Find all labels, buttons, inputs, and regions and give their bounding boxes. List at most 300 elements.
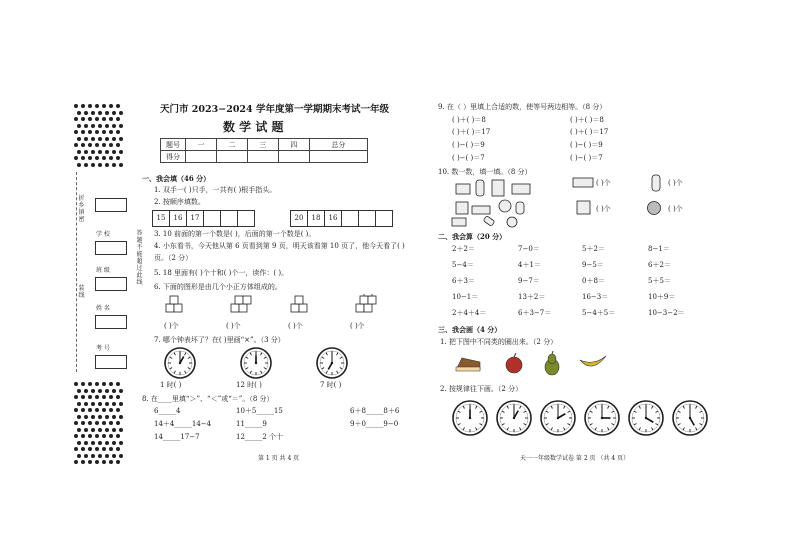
calc-item[interactable]: 5−4＋5＝ bbox=[582, 309, 616, 317]
q9-item[interactable]: ( )＋( )＝8 bbox=[570, 116, 604, 124]
decorative-dot bbox=[84, 402, 88, 406]
decorative-dot bbox=[91, 454, 95, 458]
cube-stack-icon bbox=[231, 296, 251, 312]
decorative-dot bbox=[109, 408, 113, 412]
decorative-dot bbox=[88, 434, 92, 438]
score-table-cell: 三 bbox=[247, 139, 278, 151]
decorative-dot bbox=[98, 454, 102, 458]
sphere-icon bbox=[648, 202, 661, 215]
decorative-dot bbox=[119, 402, 123, 406]
decorative-dot bbox=[77, 415, 81, 419]
decorative-dot bbox=[95, 382, 99, 386]
section1-heading: 一、我会填（46 分） bbox=[142, 174, 211, 183]
q6-blank[interactable]: ( )个 bbox=[350, 322, 365, 330]
cube-stack-icon bbox=[356, 294, 376, 312]
decorative-dot bbox=[105, 163, 109, 167]
decorative-dot bbox=[105, 402, 109, 406]
sidebar-town-box[interactable] bbox=[95, 198, 127, 212]
score-table-cell: 一 bbox=[186, 139, 217, 151]
decorative-dot bbox=[112, 454, 116, 458]
q9-item[interactable]: ( )＋( )＝17 bbox=[570, 128, 609, 136]
decorative-dot bbox=[109, 460, 113, 464]
box-icon bbox=[456, 184, 470, 194]
decorative-dot bbox=[109, 130, 113, 134]
q1-text: 1. 双手一( )只手，一共有( )根手指头。 bbox=[154, 186, 277, 194]
decorative-dot bbox=[105, 428, 109, 432]
clock-icon[interactable] bbox=[672, 400, 708, 440]
decorative-dot bbox=[91, 441, 95, 445]
box-icon bbox=[512, 184, 530, 194]
decorative-dot bbox=[81, 408, 85, 412]
q8-item[interactable]: 14＋4_____14−4 bbox=[154, 420, 212, 428]
box-icon bbox=[573, 178, 593, 187]
decorative-dot bbox=[102, 130, 106, 134]
decorative-dot bbox=[95, 104, 99, 108]
decorative-dot bbox=[91, 428, 95, 432]
decorative-dot bbox=[116, 460, 120, 464]
q2-text: 2. 按顺序填数。 bbox=[154, 198, 205, 206]
q4-text-line1: 4. 小东看书，今天他从第 6 页看到第 9 页，明天该看第 10 页了，他今天看了( ) bbox=[154, 242, 405, 250]
decorative-dot bbox=[116, 434, 120, 438]
decorative-dot bbox=[95, 408, 99, 412]
footer-right: 天一一年级数学试卷 第 2 页 （共 4 页） bbox=[520, 455, 630, 462]
decorative-dot bbox=[74, 408, 78, 412]
q5-text: 5. 18 里面有( )个十和( )个一，读作：( )。 bbox=[154, 269, 289, 277]
odd-one-out-images bbox=[452, 350, 612, 378]
score-table-cell: 总分 bbox=[309, 139, 367, 151]
decorative-dot bbox=[116, 395, 120, 399]
decorative-dot bbox=[91, 415, 95, 419]
q4-text-line2: 页。（2 分） bbox=[154, 254, 193, 262]
decorative-dot bbox=[84, 124, 88, 128]
decorative-dot bbox=[77, 441, 81, 445]
sidebar-class-label: 班 级 bbox=[96, 267, 110, 274]
cube-figures bbox=[156, 294, 386, 320]
decorative-dot bbox=[105, 137, 109, 141]
decorative-dot bbox=[77, 389, 81, 393]
clock-icon bbox=[496, 400, 532, 440]
cube-stack-icon bbox=[291, 296, 307, 312]
decorative-dot bbox=[91, 150, 95, 154]
score-table bbox=[160, 138, 368, 163]
q3-text: 3. 10 前面的第一个数是( )，后面的第一个数是( )。 bbox=[154, 230, 316, 238]
q8-item[interactable]: 14_____17−7 bbox=[154, 433, 200, 441]
shape-key-box bbox=[572, 176, 596, 190]
score-table-cell: 得分 bbox=[161, 151, 186, 163]
decorative-dot bbox=[88, 395, 92, 399]
sequence-cell: 18 bbox=[308, 211, 325, 226]
q8-item[interactable]: 10＋5_____15 bbox=[236, 407, 283, 415]
calc-item[interactable]: 6＋3＝ bbox=[452, 277, 475, 285]
q6-blank[interactable]: ( )个 bbox=[164, 322, 179, 330]
calc-item[interactable]: 5＋5＝ bbox=[648, 277, 671, 285]
sequence-cell: 15 bbox=[153, 211, 170, 226]
clock-icon bbox=[628, 400, 664, 440]
d1-text: 1. 把下图中不同类的圈出来。（2 分） bbox=[440, 338, 558, 346]
cube-stack-icon bbox=[166, 296, 182, 312]
q8-item[interactable]: 11_____9 bbox=[236, 420, 267, 428]
decorative-dot bbox=[81, 156, 85, 160]
decorative-dot bbox=[95, 421, 99, 425]
decorative-dot bbox=[88, 382, 92, 386]
decorative-dot bbox=[112, 415, 116, 419]
decorative-dot bbox=[81, 143, 85, 147]
decorative-dot bbox=[91, 124, 95, 128]
calc-item[interactable]: 2＋2＝ bbox=[452, 245, 475, 253]
sidebar-examno-box[interactable] bbox=[95, 355, 127, 369]
decorative-dot bbox=[77, 150, 81, 154]
decorative-dot bbox=[119, 137, 123, 141]
sidebar-name-box[interactable] bbox=[95, 315, 127, 329]
q9-item[interactable]: ( )−( )＝7 bbox=[570, 154, 603, 162]
calc-item[interactable]: 10＋9＝ bbox=[648, 293, 676, 301]
q6-blank[interactable]: ( )个 bbox=[288, 322, 303, 330]
q9-item[interactable]: ( )−( )＝7 bbox=[452, 154, 485, 162]
sidebar-fold-top: 折 乡 镇 密 bbox=[78, 195, 85, 223]
sequence-cell: 16 bbox=[170, 211, 187, 226]
score-table-cell: 四 bbox=[278, 139, 309, 151]
decorative-dot bbox=[105, 124, 109, 128]
shape-key-sphere bbox=[646, 200, 662, 216]
decorative-dot bbox=[81, 117, 85, 121]
decorative-dot bbox=[109, 143, 113, 147]
decorative-dot bbox=[102, 156, 106, 160]
sidebar-school-label: 学 校 bbox=[96, 231, 110, 238]
clock-icon bbox=[452, 400, 488, 440]
sidebar-class-box[interactable] bbox=[95, 277, 127, 291]
score-input-cell[interactable] bbox=[278, 151, 309, 163]
decorative-dot bbox=[74, 104, 78, 108]
q6-text: 6. 下面的图形是由几个小正方体组成的。 bbox=[154, 283, 282, 291]
score-input-cell[interactable] bbox=[247, 151, 278, 163]
decorative-dot bbox=[74, 395, 78, 399]
decorative-dot bbox=[88, 156, 92, 160]
decorative-dot bbox=[95, 434, 99, 438]
q7-text: 7. 哪个钟表坏了？在( )里画“×”。（3 分） bbox=[154, 336, 285, 344]
exam-title: 天门市 2023−2024 学年度第一学期期末考试一年级 bbox=[160, 104, 389, 115]
decorative-dot bbox=[74, 434, 78, 438]
q10-blank[interactable]: ( )个 bbox=[596, 205, 611, 213]
decorative-dot bbox=[88, 447, 92, 451]
decorative-dot bbox=[105, 454, 109, 458]
calc-item[interactable]: 5−4＝ bbox=[452, 261, 474, 269]
cube-icon bbox=[456, 202, 468, 214]
decorative-dot bbox=[116, 117, 120, 121]
decorative-dot bbox=[105, 441, 109, 445]
decorative-dot bbox=[109, 447, 113, 451]
cube-icon bbox=[577, 201, 590, 214]
sequence-cell: 17 bbox=[187, 211, 204, 226]
q6-blank[interactable]: ( )个 bbox=[226, 322, 241, 330]
calc-item[interactable]: 9−7＝ bbox=[518, 277, 540, 285]
shape-key-cylinder bbox=[650, 174, 662, 192]
decorative-dot bbox=[102, 434, 106, 438]
decorative-dot bbox=[88, 104, 92, 108]
decorative-dot bbox=[112, 137, 116, 141]
sequence-blank[interactable] bbox=[204, 211, 221, 226]
decorative-dot bbox=[119, 124, 123, 128]
decorative-dot bbox=[98, 150, 102, 154]
section3-heading: 三、我会画（4 分） bbox=[438, 325, 502, 334]
sequence-cell: 16 bbox=[325, 211, 342, 226]
decorative-dot bbox=[102, 104, 106, 108]
sequence-blank[interactable] bbox=[376, 211, 392, 226]
solid-shapes-pile bbox=[450, 176, 540, 230]
decorative-dot bbox=[91, 163, 95, 167]
decorative-dot bbox=[77, 454, 81, 458]
decorative-dot bbox=[98, 163, 102, 167]
calc-item[interactable]: 6＋3−7＝ bbox=[518, 309, 552, 317]
q7-clock-label[interactable]: 7 时( ) bbox=[320, 381, 342, 389]
decorative-dot bbox=[116, 143, 120, 147]
decorative-dot bbox=[98, 415, 102, 419]
q7-clock-label[interactable]: 1 时( ) bbox=[160, 381, 182, 389]
decorative-dot bbox=[74, 421, 78, 425]
decorative-dot bbox=[84, 441, 88, 445]
apple-icon bbox=[506, 353, 522, 373]
decorative-dot bbox=[81, 382, 85, 386]
decorative-dot bbox=[74, 130, 78, 134]
decorative-dot bbox=[119, 150, 123, 154]
calc-item[interactable]: 7−0＝ bbox=[518, 245, 540, 253]
sidebar-name-label: 姓 名 bbox=[96, 305, 110, 312]
decorative-dot bbox=[119, 415, 123, 419]
decorative-dot bbox=[81, 395, 85, 399]
clock-icon bbox=[164, 347, 196, 379]
decorative-dot bbox=[98, 428, 102, 432]
decorative-dot bbox=[102, 382, 106, 386]
q8-item[interactable]: 6_____4 bbox=[154, 407, 181, 415]
calc-item[interactable]: 0＋8＝ bbox=[582, 277, 605, 285]
section2-heading: 二、我会算（20 分） bbox=[438, 232, 507, 241]
pear-icon bbox=[545, 351, 559, 375]
q10-blank[interactable]: ( )个 bbox=[668, 179, 683, 187]
q9-item[interactable]: ( )＋( )＝17 bbox=[452, 128, 491, 136]
decorative-dot bbox=[81, 421, 85, 425]
decorative-dot bbox=[84, 150, 88, 154]
decorative-dot bbox=[102, 408, 106, 412]
decorative-dot bbox=[109, 434, 113, 438]
decorative-dot bbox=[98, 389, 102, 393]
calc-item[interactable]: 9−5＝ bbox=[582, 261, 604, 269]
score-input-cell[interactable] bbox=[216, 151, 247, 163]
decorative-dot bbox=[77, 124, 81, 128]
q9-text: 9. 在（ ）里填上合适的数，使等号两边相等。（8 分） bbox=[438, 103, 607, 111]
cylinder-icon bbox=[516, 202, 524, 214]
decorative-dot bbox=[109, 395, 113, 399]
decorative-dot bbox=[84, 163, 88, 167]
sphere-icon bbox=[507, 217, 517, 227]
decorative-dot bbox=[112, 441, 116, 445]
cake-icon bbox=[456, 358, 480, 371]
q9-item[interactable]: ( )＋( )＝8 bbox=[452, 116, 486, 124]
q10-blank[interactable]: ( )个 bbox=[596, 179, 611, 187]
decorative-dot bbox=[119, 428, 123, 432]
decorative-dot bbox=[116, 408, 120, 412]
sidebar-examno-label: 考 号 bbox=[96, 345, 110, 352]
decorative-dot bbox=[119, 163, 123, 167]
decorative-dot bbox=[102, 447, 106, 451]
q8-item[interactable]: 6＋8_____8＋6 bbox=[350, 407, 400, 415]
q10-blank[interactable]: ( )个 bbox=[668, 205, 683, 213]
sequence-box-1 bbox=[152, 210, 255, 227]
calc-item[interactable]: 5＋2＝ bbox=[582, 245, 605, 253]
decorative-dot bbox=[77, 402, 81, 406]
decorative-dot bbox=[95, 395, 99, 399]
decorative-dot bbox=[74, 382, 78, 386]
decorative-dot bbox=[112, 428, 116, 432]
box-icon bbox=[492, 180, 504, 196]
decorative-dot bbox=[95, 143, 99, 147]
clock-icon bbox=[316, 347, 348, 379]
decorative-dot bbox=[77, 163, 81, 167]
decorative-dot bbox=[116, 156, 120, 160]
decorative-dot bbox=[119, 441, 123, 445]
decorative-dot bbox=[102, 143, 106, 147]
decorative-dot bbox=[84, 428, 88, 432]
decorative-dot bbox=[91, 389, 95, 393]
sequence-box-2 bbox=[290, 210, 393, 227]
dot-column-top bbox=[74, 104, 122, 168]
decorative-dot bbox=[109, 156, 113, 160]
q9-item[interactable]: ( )−( )＝9 bbox=[452, 141, 485, 149]
decorative-dot bbox=[77, 111, 81, 115]
decorative-dot bbox=[88, 408, 92, 412]
calc-item[interactable]: 10−1＝ bbox=[452, 293, 479, 301]
decorative-dot bbox=[88, 421, 92, 425]
cylinder-icon bbox=[652, 175, 660, 191]
cylinder-icon bbox=[476, 180, 484, 196]
sidebar-school-box[interactable] bbox=[95, 241, 127, 255]
decorative-dot bbox=[102, 117, 106, 121]
decorative-dot bbox=[116, 104, 120, 108]
decorative-dot bbox=[98, 124, 102, 128]
decorative-dot bbox=[105, 389, 109, 393]
sequence-cell: 20 bbox=[291, 211, 308, 226]
decorative-dot bbox=[119, 389, 123, 393]
decorative-dot bbox=[84, 137, 88, 141]
decorative-dot bbox=[74, 117, 78, 121]
decorative-dot bbox=[81, 460, 85, 464]
cylinder-icon bbox=[483, 216, 495, 227]
decorative-dot bbox=[116, 447, 120, 451]
d2-text: 2. 按规律往下画。（2 分） bbox=[440, 385, 523, 393]
score-table-cell: 二 bbox=[216, 139, 247, 151]
banana-icon bbox=[580, 356, 606, 366]
decorative-dot bbox=[119, 454, 123, 458]
decorative-dot bbox=[112, 124, 116, 128]
decorative-dot bbox=[81, 130, 85, 134]
clock-icon bbox=[540, 400, 576, 440]
decorative-dot bbox=[112, 163, 116, 167]
decorative-dot bbox=[74, 447, 78, 451]
decorative-dot bbox=[77, 428, 81, 432]
decorative-dot bbox=[109, 117, 113, 121]
decorative-dot bbox=[102, 421, 106, 425]
q8-item[interactable]: 12_____2 个十 bbox=[236, 433, 284, 441]
decorative-dot bbox=[98, 111, 102, 115]
sidebar-fold-bottom: 装 线 bbox=[78, 285, 85, 299]
q7-clock-label[interactable]: 12 时( ) bbox=[236, 381, 262, 389]
q9-item[interactable]: ( )−( )＝9 bbox=[570, 141, 603, 149]
calc-item[interactable]: 10−3−2＝ bbox=[648, 309, 685, 317]
decorative-dot bbox=[95, 130, 99, 134]
decorative-dot bbox=[116, 130, 120, 134]
decorative-dot bbox=[81, 104, 85, 108]
decorative-dot bbox=[119, 111, 123, 115]
decorative-dot bbox=[74, 143, 78, 147]
footer-left: 第 1 页 共 4 页 bbox=[258, 455, 300, 462]
decorative-dot bbox=[95, 156, 99, 160]
decorative-dot bbox=[112, 150, 116, 154]
q8-item[interactable]: 9＋0_____9−0 bbox=[350, 420, 399, 428]
clock-icon bbox=[584, 400, 620, 440]
decorative-dot bbox=[98, 441, 102, 445]
decorative-dot bbox=[84, 415, 88, 419]
decorative-dot bbox=[84, 454, 88, 458]
dot-column-bottom bbox=[74, 382, 122, 470]
decorative-dot bbox=[105, 150, 109, 154]
decorative-dot bbox=[116, 421, 120, 425]
calc-item[interactable]: 6＋2＝ bbox=[648, 261, 671, 269]
decorative-dot bbox=[95, 460, 99, 464]
decorative-dot bbox=[91, 111, 95, 115]
decorative-dot bbox=[105, 415, 109, 419]
decorative-dot bbox=[88, 143, 92, 147]
decorative-dot bbox=[91, 137, 95, 141]
q8-text: 8. 在____里填“＞”、“＜”或“＝”。（8 分） bbox=[142, 395, 274, 403]
calc-item[interactable]: 16−3＝ bbox=[582, 293, 609, 301]
calc-item[interactable]: 13＋2＝ bbox=[518, 293, 546, 301]
score-input-cell[interactable] bbox=[186, 151, 217, 163]
decorative-dot bbox=[98, 137, 102, 141]
shape-key-cube bbox=[576, 200, 592, 216]
decorative-dot bbox=[88, 130, 92, 134]
decorative-dot bbox=[95, 117, 99, 121]
sphere-icon bbox=[499, 200, 511, 212]
decorative-dot bbox=[95, 447, 99, 451]
decorative-dot bbox=[74, 156, 78, 160]
decorative-dot bbox=[81, 434, 85, 438]
decorative-dot bbox=[112, 402, 116, 406]
calc-item[interactable]: 4＋1＝ bbox=[518, 261, 541, 269]
decorative-dot bbox=[109, 421, 113, 425]
decorative-dot bbox=[98, 402, 102, 406]
decorative-dot bbox=[88, 460, 92, 464]
decorative-dot bbox=[91, 402, 95, 406]
box-icon bbox=[452, 218, 466, 226]
decorative-dot bbox=[77, 137, 81, 141]
calc-item[interactable]: 2＋4＋4＝ bbox=[452, 309, 487, 317]
exam-subtitle: 数 学 试 题 bbox=[223, 120, 284, 134]
decorative-dot bbox=[88, 117, 92, 121]
decorative-dot bbox=[109, 104, 113, 108]
decorative-dot bbox=[74, 460, 78, 464]
sequence-blank[interactable] bbox=[342, 211, 359, 226]
score-input-cell[interactable] bbox=[309, 151, 367, 163]
q10-text: 10. 数一数，填一填。（8 分） bbox=[438, 168, 532, 176]
decorative-dot bbox=[102, 395, 106, 399]
decorative-dot bbox=[112, 111, 116, 115]
decorative-dot bbox=[81, 447, 85, 451]
decorative-dot bbox=[84, 389, 88, 393]
sequence-blank[interactable] bbox=[238, 211, 254, 226]
sequence-blank[interactable] bbox=[221, 211, 238, 226]
decorative-dot bbox=[116, 382, 120, 386]
decorative-dot bbox=[109, 382, 113, 386]
calc-item[interactable]: 8−1＝ bbox=[648, 245, 670, 253]
sequence-blank[interactable] bbox=[359, 211, 376, 226]
